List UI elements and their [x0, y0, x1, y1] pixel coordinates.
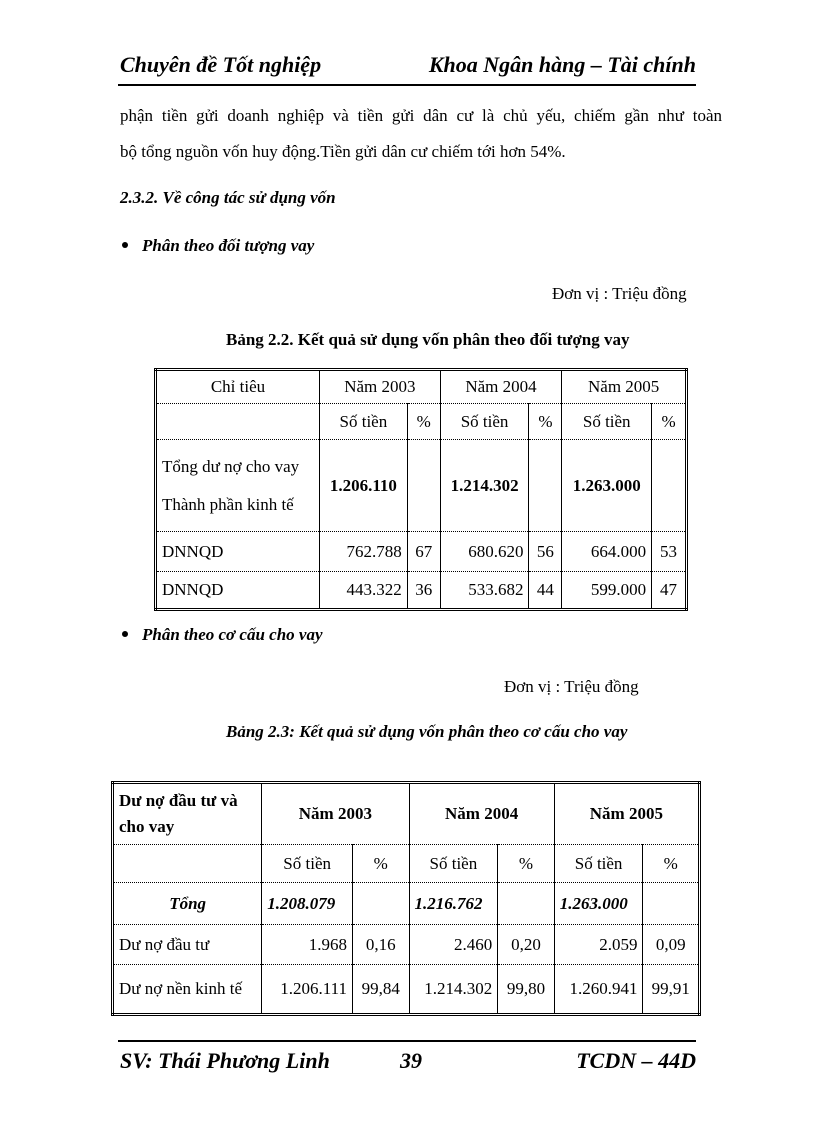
bullet-by-loan-structure	[122, 625, 323, 645]
footer-student-name: SV: Thái Phương Linh	[120, 1048, 330, 1073]
table-cell	[529, 440, 562, 532]
table-row	[156, 572, 687, 610]
table-header-cell: Số tiền	[562, 404, 652, 440]
table-cell: 0,16	[353, 925, 409, 965]
table-cell: 1.263.000	[554, 883, 643, 925]
table-header-cell: Số tiền	[440, 404, 529, 440]
table-header-cell: %	[407, 404, 440, 440]
table-header-cell: Năm 2004	[440, 370, 562, 404]
table-row	[113, 925, 700, 965]
table-cell	[652, 440, 687, 532]
table-header-cell: Năm 2005	[554, 783, 699, 845]
table-header-cell: Số tiền	[262, 845, 353, 883]
table-cell: DNNQD	[156, 532, 320, 572]
table-header-cell: Số tiền	[409, 845, 498, 883]
table-header-cell: %	[643, 845, 700, 883]
table-cell: 1.214.302	[409, 965, 498, 1015]
table-cell	[498, 883, 554, 925]
table-header-cell: Chỉ tiêu	[156, 370, 320, 404]
table-cell	[407, 440, 440, 532]
total-label-line-1: Tổng dư nợ cho vay	[162, 456, 300, 476]
page-footer	[118, 1040, 696, 1073]
table-row	[113, 883, 700, 925]
table-cell: 1.263.000	[562, 440, 652, 532]
table-row	[113, 965, 700, 1015]
table-cell	[156, 404, 320, 440]
table-cell: 664.000	[562, 532, 652, 572]
header-thesis-title: Chuyên đề Tốt nghiệp	[120, 52, 322, 77]
table-cell: 1.208.079	[262, 883, 353, 925]
table-cell: 533.682	[440, 572, 529, 610]
section-heading: 2.3.2. Về công tác sử dụng vốn	[120, 188, 336, 207]
unit-label-1: Đơn vị : Triệu đồng	[552, 284, 687, 303]
intro-line-2: bộ tổng nguồn vốn huy động.Tiền gửi dân cư chiếm tới hơn 54%.	[120, 142, 566, 161]
table-cell: DNNQD	[156, 572, 320, 610]
table-header-row	[113, 783, 700, 845]
table-subheader-row	[113, 845, 700, 883]
header-faculty: Khoa Ngân hàng – Tài chính	[428, 52, 696, 77]
table-cell	[643, 883, 700, 925]
table-cell: 599.000	[562, 572, 652, 610]
table2-caption: Bảng 2.3: Kết quả sử dụng vốn phân theo cơ cấu cho vay	[226, 722, 628, 741]
table-loans-by-structure	[111, 781, 701, 1016]
table-header-cell: %	[652, 404, 687, 440]
bullet-dot-icon	[122, 631, 128, 637]
bullet-dot-icon	[122, 242, 128, 248]
table-header-cell: Số tiền	[554, 845, 643, 883]
table-cell: 0,09	[643, 925, 700, 965]
table-cell: 47	[652, 572, 687, 610]
table-header-cell	[113, 783, 262, 845]
table-cell: 1.216.762	[409, 883, 498, 925]
intro-paragraph	[120, 98, 722, 170]
table-cell: 680.620	[440, 532, 529, 572]
bullet-by-borrower-label: Phân theo đối tượng vay	[142, 236, 315, 255]
table-cell: Dư nợ nền kinh tế	[113, 965, 262, 1015]
table-cell: 1.968	[262, 925, 353, 965]
table-cell: 443.322	[320, 572, 408, 610]
table-header-cell: %	[353, 845, 409, 883]
table-header-cell: Năm 2005	[562, 370, 687, 404]
footer-page-number: 39	[400, 1048, 422, 1073]
table-cell	[156, 440, 320, 532]
table-cell: 44	[529, 572, 562, 610]
table-cell: 2.460	[409, 925, 498, 965]
table-cell: Dư nợ đầu tư	[113, 925, 262, 965]
table-cell: 36	[407, 572, 440, 610]
table-cell: 56	[529, 532, 562, 572]
table-header-cell: Năm 2004	[409, 783, 554, 845]
table-header-row	[156, 370, 687, 404]
table-row	[156, 440, 687, 532]
table-cell	[353, 883, 409, 925]
table-cell: 1.214.302	[440, 440, 529, 532]
unit-label-2: Đơn vị : Triệu đồng	[504, 677, 639, 696]
table-row	[156, 532, 687, 572]
table-loans-by-borrower	[154, 368, 688, 611]
table-cell: 99,91	[643, 965, 700, 1015]
table-cell	[113, 845, 262, 883]
intro-line-1: phận tiền gửi doanh nghiệp và tiền gửi dân cư là chủ yếu, chiếm gần như toàn	[120, 106, 722, 125]
table1-caption: Bảng 2.2. Kết quả sử dụng vốn phân theo đối tượng vay	[226, 330, 630, 349]
total-label-line-2: Thành phần kinh tế	[162, 494, 294, 514]
table-header-cell: %	[529, 404, 562, 440]
table-cell: 1.206.111	[262, 965, 353, 1015]
table-cell: 53	[652, 532, 687, 572]
table-cell: 2.059	[554, 925, 643, 965]
footer-class: TCDN – 44D	[576, 1048, 696, 1073]
table-cell: Tổng	[113, 883, 262, 925]
indicator-label-line-2: cho vay	[119, 817, 175, 836]
table-cell: 99,80	[498, 965, 554, 1015]
table-cell: 1.260.941	[554, 965, 643, 1015]
indicator-label-line-1: Dư nợ đầu tư và	[119, 791, 238, 810]
table-header-cell: Năm 2003	[320, 370, 441, 404]
table-subheader-row	[156, 404, 687, 440]
table-cell: 762.788	[320, 532, 408, 572]
table-header-cell: Năm 2003	[262, 783, 409, 845]
table-header-cell: %	[498, 845, 554, 883]
bullet-by-loan-structure-label: Phân theo cơ cấu cho vay	[142, 625, 323, 644]
table-cell: 99,84	[353, 965, 409, 1015]
table-header-cell: Số tiền	[320, 404, 408, 440]
table-cell: 1.206.110	[320, 440, 408, 532]
table-cell: 67	[407, 532, 440, 572]
table-cell: 0,20	[498, 925, 554, 965]
bullet-by-borrower	[122, 236, 314, 256]
page-header	[118, 48, 696, 86]
